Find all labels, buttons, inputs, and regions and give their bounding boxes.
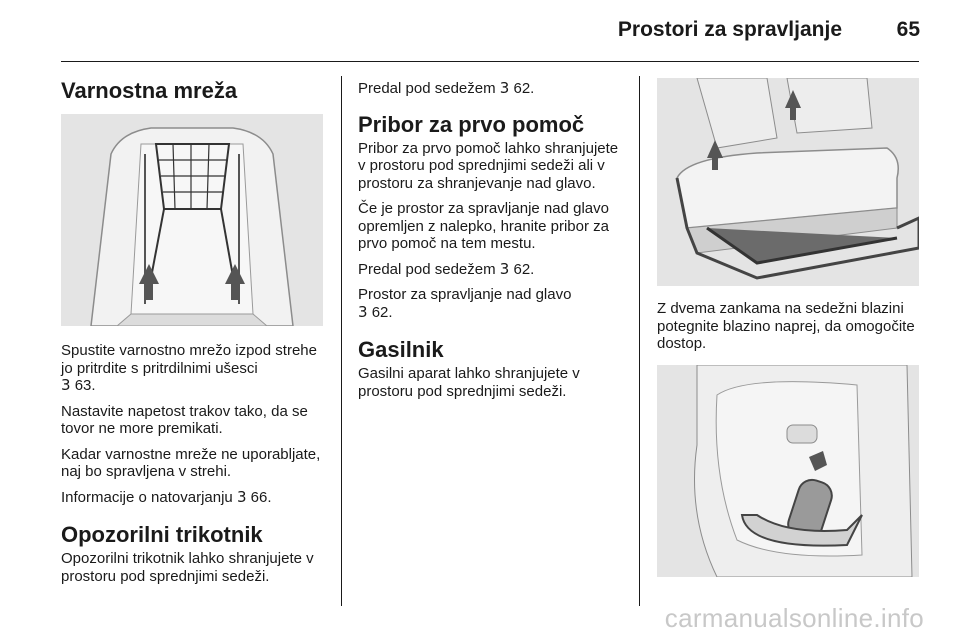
cross-reference-icon: 3 [358, 302, 368, 321]
cross-reference-icon: 3 [236, 487, 247, 506]
van-cargo-net-illustration [61, 114, 323, 326]
paragraph-seat-drawer: Predal pod sedežem 3 62. [358, 79, 535, 97]
paragraph-first-aid-storage: Pribor za prvo pomoč lahko shranjujete v prostoru pod sprednjimi sedeži ali v prostoru za shranjevanje nad glavo. [358, 139, 619, 192]
cross-reference-icon: 3 [61, 376, 71, 394]
column-divider-1 [341, 76, 342, 606]
paragraph-overhead-storage: Prostor za spravljanje nad glavo 3 62. [358, 286, 572, 321]
heading-warning-triangle: Opozorilni trikotnik [61, 522, 263, 547]
page-header-title: Prostori za spravljanje [617, 18, 842, 41]
figure-safety-net [61, 114, 323, 326]
paragraph-first-aid-label: Če je prostor za spravljanje nad glavo opremljen z nalepko, hranite pribor za prvo pomoč na tem mestu. [358, 200, 609, 252]
seat-cushion-illustration [657, 78, 919, 286]
header-divider [61, 61, 919, 62]
paragraph-pull-cushion: Z dvema zankama na sedežni blazini potegnite blazino naprej, da omogočite dostop. [657, 300, 915, 352]
paragraph-warning-triangle: Opozorilni trikotnik lahko shranjujete v prostoru pod sprednjimi sedeži. [61, 550, 314, 585]
column-3 [657, 78, 921, 577]
paragraph-fire-extinguisher: Gasilni aparat lahko shranjujete v prostoru pod sprednjimi sedeži. [358, 365, 580, 400]
paragraph-loading-info: Informacije o natovarjanju 3 66. [61, 487, 272, 506]
heading-first-aid: Pribor za prvo pomoč [358, 111, 585, 137]
watermark: carmanualsonline.info [664, 603, 924, 633]
paragraph-store-net: Kadar varnostne mreže ne uporabljate, naj bo spravljena v strehi. [61, 445, 321, 480]
figure-seat-cushion [657, 78, 919, 286]
paragraph-adjust-straps: Nastavite napetost trakov tako, da se tovor ne more premikati. [61, 402, 308, 437]
column-1 [61, 78, 327, 593]
cross-reference-icon: 3 [499, 79, 510, 97]
figure-fire-extinguisher [657, 365, 919, 577]
fire-extinguisher-illustration [657, 365, 919, 577]
cross-reference-icon: 3 [499, 259, 510, 278]
heading-fire-extinguisher: Gasilnik [358, 337, 444, 362]
column-2 [358, 80, 626, 408]
column-divider-2 [639, 76, 640, 606]
paragraph-lower-net: Spustite varnostno mrežo izpod strehe jo pritrdite s pritrdilnimi ušesci 3 63. [61, 342, 317, 394]
paragraph-seat-drawer-2: Predal pod sedežem 3 62. [358, 259, 535, 278]
heading-safety-net: Varnostna mreža [61, 78, 238, 103]
page-number: 65 [896, 18, 920, 41]
